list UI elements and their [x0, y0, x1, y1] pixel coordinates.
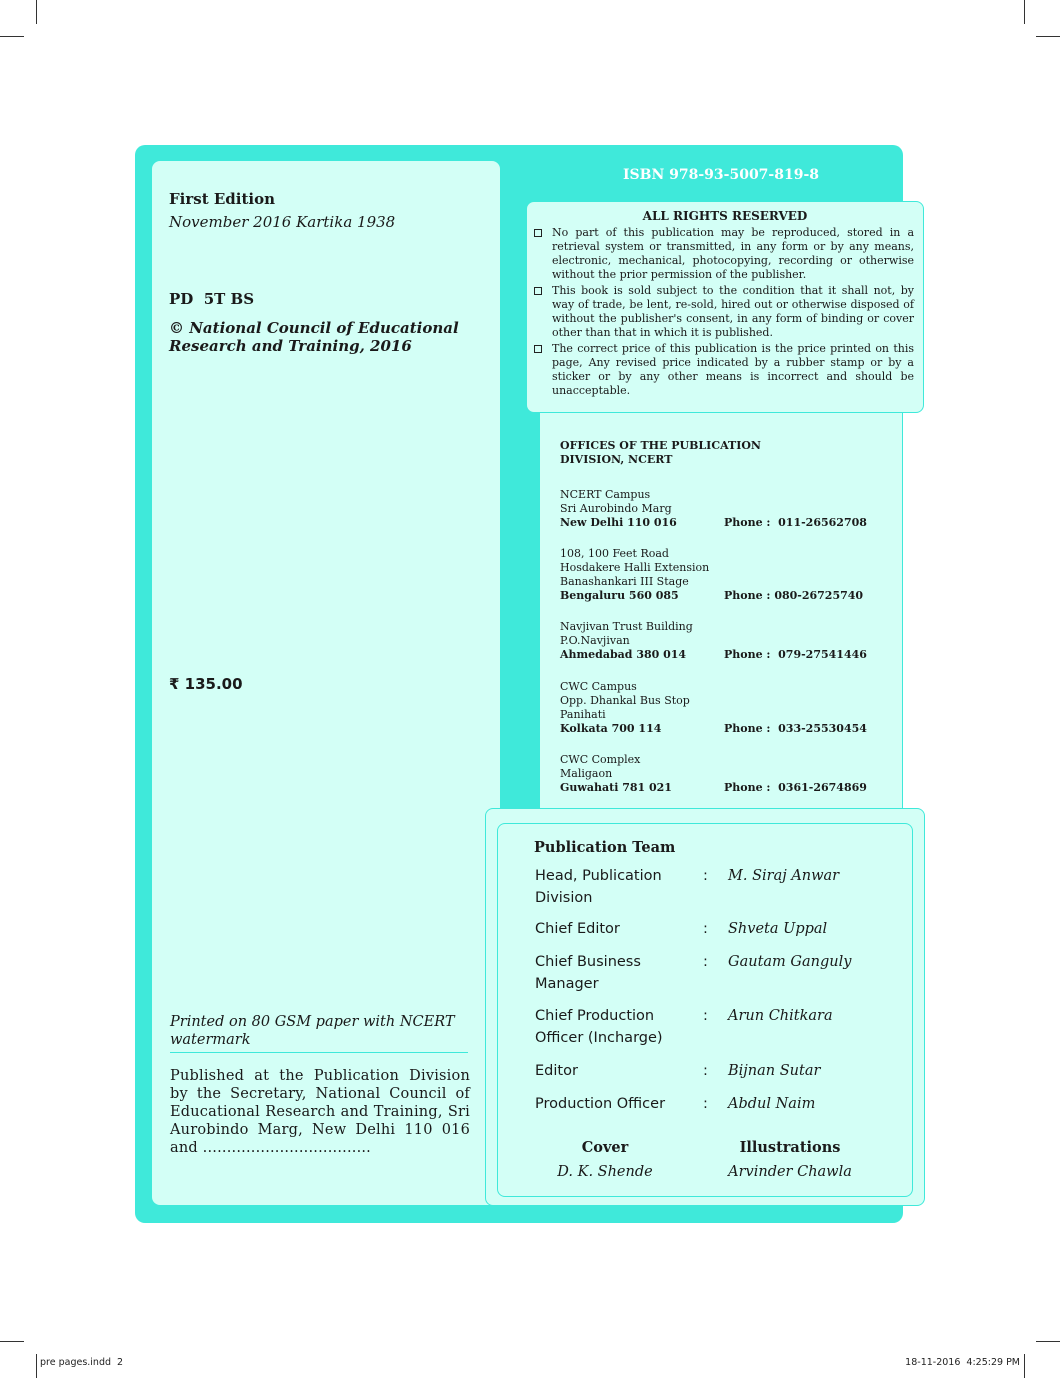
team-title: Publication Team	[534, 839, 676, 856]
price: ₹ 135.00	[169, 675, 243, 693]
divider	[170, 1052, 468, 1053]
isbn: ISBN 978-93-5007-819-8	[622, 167, 820, 183]
crop-mark	[36, 1354, 37, 1378]
checkbox-bullet-icon	[534, 345, 542, 353]
copyright-notice: © National Council of Educational Research and Training, 2016	[169, 319, 459, 355]
office-entry: NCERT Campus Sri Aurobindo Marg New Delhi 110 016 Phone : 011-26562708	[560, 488, 867, 529]
cover-label: Cover	[581, 1139, 629, 1156]
crop-mark	[1036, 36, 1060, 37]
footer-timestamp: 18-11-2016 4:25:29 PM	[905, 1357, 1020, 1368]
crop-mark	[0, 36, 24, 37]
office-entry: CWC Complex Maligaon Guwahati 781 021 Phone : 0361-2674869	[560, 753, 867, 794]
footer-filename: pre pages.indd 2	[40, 1357, 124, 1368]
crop-mark	[1024, 1354, 1025, 1378]
crop-mark	[1024, 0, 1025, 24]
offices-panel	[540, 410, 902, 810]
illustrations-name: Arvinder Chawla	[728, 1164, 852, 1180]
crop-mark	[1036, 1341, 1060, 1342]
rights-list	[534, 226, 914, 400]
crop-mark	[36, 0, 37, 24]
office-entry: Navjivan Trust Building P.O.Navjivan Ahmedabad 380 014 Phone : 079-27541446	[560, 620, 867, 661]
rights-item: No part of this publication may be reproduced, stored in a retrieval system or transmitted, in any form or by any means, electronic, mechanical, photocopying, recording or otherwise without the prior permission of the publisher.	[534, 226, 914, 282]
cover-name: D. K. Shende	[557, 1164, 653, 1180]
illustrations-label: Illustrations	[739, 1139, 841, 1156]
crop-mark	[0, 1341, 24, 1342]
edition-date: November 2016 Kartika 1938	[169, 213, 396, 231]
rights-title: ALL RIGHTS RESERVED	[642, 209, 808, 223]
published-note: Published at the Publication Division by the Secretary, National Council of Educational Research and Training, Sri Aurobindo Marg, New Delhi 110 016 and ...................................	[170, 1068, 470, 1156]
rights-item: The correct price of this publication is the price printed on this page, Any revised price indicated by a rubber stamp or by a sticker or by any other means is incorrect and should be unacceptable.	[534, 342, 914, 398]
offices-title: OFFICES OF THE PUBLICATION DIVISION, NCERT	[560, 439, 761, 466]
office-entry: 108, 100 Feet Road Hosdakere Halli Extension Banashankari III Stage Bengaluru 560 085 Phone : 080-26725740	[560, 547, 864, 602]
checkbox-bullet-icon	[534, 287, 542, 295]
printed-note: Printed on 80 GSM paper with NCERT watermark	[170, 1014, 455, 1048]
edition-label: First Edition	[169, 190, 276, 208]
pd-code: PD 5T BS	[169, 290, 255, 308]
checkbox-bullet-icon	[534, 229, 542, 237]
rights-item: This book is sold subject to the condition that it shall not, by way of trade, be lent, re-sold, hired out or otherwise disposed of without the publisher's consent, in any form of binding or cover other than that in which it is published.	[534, 284, 914, 340]
office-entry: CWC Campus Opp. Dhankal Bus Stop Panihati Kolkata 700 114 Phone : 033-25530454	[560, 680, 867, 735]
